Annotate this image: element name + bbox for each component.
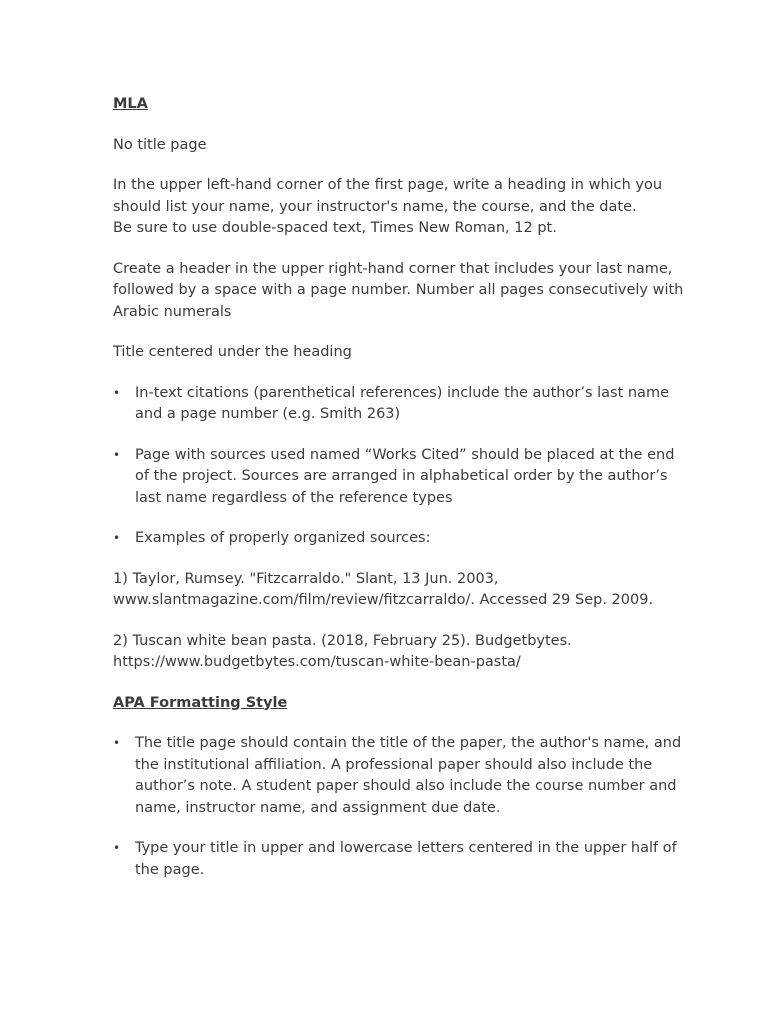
no-title-page-text: No title page	[113, 136, 207, 153]
list-item-text: In-text citations (parenthetical references) include the author’s last name and a page number (e.g. Smith 263)	[135, 384, 669, 422]
spacing-note-text: Be sure to use double-spaced text, Times New Roman, 12 pt.	[113, 220, 557, 236]
list-item	[113, 733, 685, 819]
mla-bullet-list	[113, 383, 685, 550]
list-item-text: Examples of properly organized sources:	[135, 530, 431, 546]
list-item-text: Page with sources used named “Works Cited” should be placed at the end of the project. Sources are arranged in alphabetical order by the author’s last name regardless of the reference types	[135, 446, 675, 506]
header-instructions-text: Create a header in the upper right-hand corner that includes your last name, followed by a space with a page number. Number all pages consecutively with Arabic numerals	[113, 260, 684, 320]
bullet-icon: •	[113, 736, 121, 750]
bullet-icon: •	[113, 385, 121, 400]
example-source-2-text: 2) Tuscan white bean pasta. (2018, February 25). Budgetbytes.	[113, 632, 572, 649]
bullet-icon: •	[113, 447, 121, 462]
mla-heading: MLA	[113, 96, 148, 112]
list-item-text: Type your title in upper and lowercase letters centered in the upper half of the page.	[135, 840, 677, 878]
heading-instructions-paragraph	[113, 175, 685, 240]
list-item	[113, 528, 685, 550]
list-item	[113, 445, 685, 510]
bullet-icon: •	[113, 531, 121, 545]
document-page	[113, 94, 685, 900]
title-note-text: Title centered under the heading	[113, 344, 352, 360]
list-item-text: The title page should contain the title of the paper, the author's name, and the institutional affiliation. A professional paper should also include the author’s note. A student paper should also include the course number and name, instructor name, and assignment due date.	[135, 735, 682, 816]
apa-heading: APA Formatting Style	[113, 694, 288, 711]
example-source-2	[113, 631, 685, 674]
example-source-2-url: https://www.budgetbytes.com/tuscan-white-bean-pasta/	[113, 654, 521, 670]
bullet-icon: •	[113, 841, 121, 855]
apa-bullet-list	[113, 733, 685, 881]
list-item	[113, 383, 685, 426]
list-item	[113, 838, 685, 881]
heading-instructions-text: In the upper left-hand corner of the first page, write a heading in which you should list your name, your instructor's name, the course, and the date.	[113, 177, 663, 215]
example-source-1: 1) Taylor, Rumsey. "Fitzcarraldo." Slant, 13 Jun. 2003, www.slantmagazine.com/film/review/fitzcarraldo/. Accessed 29 Sep. 2009.	[113, 570, 654, 608]
